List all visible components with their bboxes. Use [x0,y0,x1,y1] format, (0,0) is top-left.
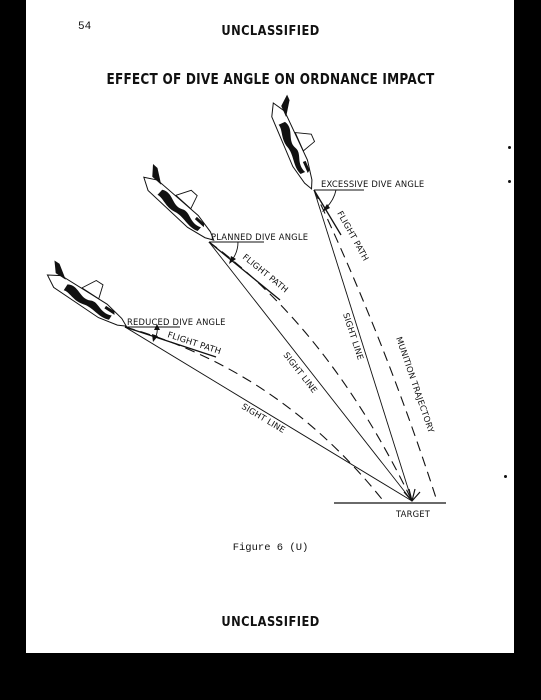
page-number: 54 [78,21,92,33]
label-sight-line-planned: SIGHT LINE [281,350,320,395]
sight-line-reduced [125,327,412,501]
label-reduced-dive-angle: REDUCED DIVE ANGLE [127,317,226,327]
classification-footer: UNCLASSIFIED [221,615,320,630]
label-excessive-dive-angle: EXCESSIVE DIVE ANGLE [321,179,425,189]
label-sight-line-excessive: SIGHT LINE [341,311,366,362]
label-munition-trajectory: MUNITION TRAJECTORY [394,335,437,435]
scan-mark [508,180,511,183]
classification-header: UNCLASSIFIED [221,24,320,39]
label-flight-path-planned: FLIGHT PATH [240,251,291,295]
aircraft-excessive-icon [265,92,331,192]
label-sight-line-reduced: SIGHT LINE [239,401,288,435]
figure-title: EFFECT OF DIVE ANGLE ON ORDNANCE IMPACT [106,70,435,88]
aircraft-reduced-icon [41,255,138,332]
scan-mark [504,475,507,478]
sight-line-planned [209,242,412,501]
figure-caption: Figure 6 (U) [232,542,309,554]
label-flight-path-excessive: FLIGHT PATH [335,209,372,263]
label-planned-dive-angle: PLANNED DIVE ANGLE [211,232,309,242]
scan-mark [508,146,511,149]
label-target: TARGET [396,509,431,519]
label-flight-path-reduced: FLIGHT PATH [166,329,223,357]
target-marker [404,489,420,501]
